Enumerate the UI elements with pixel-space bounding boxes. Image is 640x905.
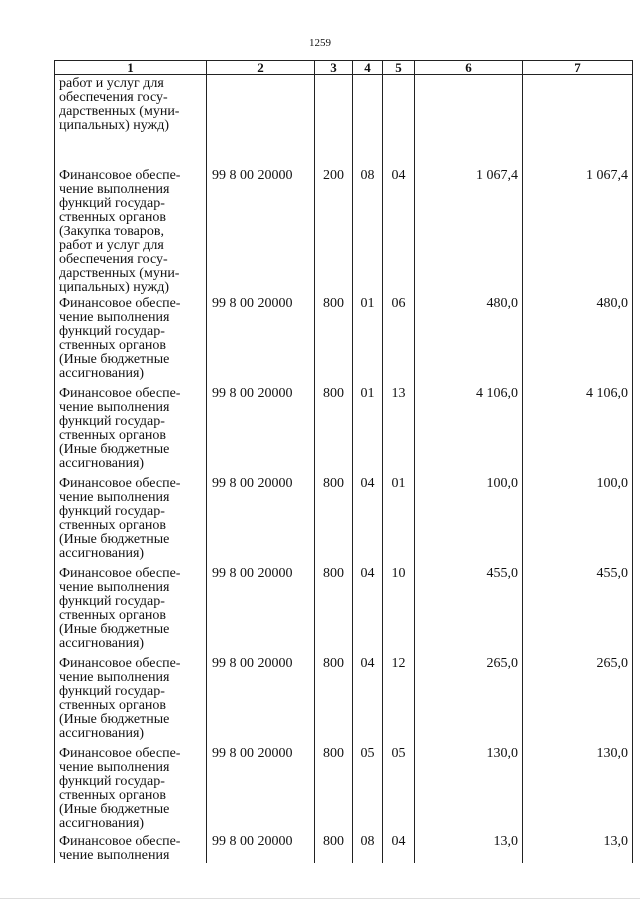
row-pr-cell: 10 bbox=[383, 565, 415, 655]
row-sum1-cell: 480,0 bbox=[415, 295, 523, 385]
row-sum1-cell: 265,0 bbox=[415, 655, 523, 745]
row-vr-cell: 800 bbox=[315, 295, 353, 385]
row-sum1-cell: 100,0 bbox=[415, 475, 523, 565]
row-sum2-cell: 130,0 bbox=[523, 745, 633, 835]
row-vr-cell: 800 bbox=[315, 835, 353, 863]
row-pr-cell: 06 bbox=[383, 295, 415, 385]
row-sum1-cell: 1 067,4 bbox=[415, 167, 523, 295]
row-vr-cell: 800 bbox=[315, 385, 353, 475]
row-vr-cell: 200 bbox=[315, 167, 353, 295]
row-name-cell: Финансовое обеспе- чение выполнения функций государ- ственных органов (Иные бюджетные ассигнования) bbox=[55, 385, 207, 475]
table-row bbox=[55, 385, 633, 475]
row-rz-cell: 01 bbox=[353, 385, 383, 475]
table-row bbox=[55, 655, 633, 745]
row-name-cell: Финансовое обеспе- чение выполнения функций государ- ственных органов (Иные бюджетные ассигнования) bbox=[55, 565, 207, 655]
row-rz-cell: 04 bbox=[353, 475, 383, 565]
table-header-row bbox=[55, 61, 633, 75]
table-row bbox=[55, 745, 633, 835]
row-name-cell: Финансовое обеспе- чение выполнения функций государ- ственных органов (Иные бюджетные ассигнования) bbox=[55, 295, 207, 385]
row-rz-cell: 05 bbox=[353, 745, 383, 835]
row-sum1-cell: 4 106,0 bbox=[415, 385, 523, 475]
row-rz-cell: 08 bbox=[353, 167, 383, 295]
row-code-cell: 99 8 00 20000 bbox=[207, 385, 315, 475]
row-rz-cell: 04 bbox=[353, 655, 383, 745]
table-row-continuation bbox=[55, 75, 633, 168]
table-row bbox=[55, 565, 633, 655]
row-sum2-cell: 265,0 bbox=[523, 655, 633, 745]
row-sum2-cell: 4 106,0 bbox=[523, 385, 633, 475]
row-name-cell: Финансовое обеспе- чение выполнения функций государ- ственных органов (Иные бюджетные ассигнования) bbox=[55, 475, 207, 565]
column-header-3: 3 bbox=[315, 61, 353, 75]
row-code-cell: 99 8 00 20000 bbox=[207, 475, 315, 565]
table-row bbox=[55, 475, 633, 565]
row-code-cell: 99 8 00 20000 bbox=[207, 167, 315, 295]
column-header-2: 2 bbox=[207, 61, 315, 75]
row-pr-cell: 13 bbox=[383, 385, 415, 475]
row-pr-cell: 04 bbox=[383, 835, 415, 863]
table-row bbox=[55, 835, 633, 863]
table-row bbox=[55, 295, 633, 385]
row-sum2-cell: 480,0 bbox=[523, 295, 633, 385]
row-sum2-cell: 100,0 bbox=[523, 475, 633, 565]
row-code-cell: 99 8 00 20000 bbox=[207, 295, 315, 385]
column-header-1: 1 bbox=[55, 61, 207, 75]
row-pr-cell: 12 bbox=[383, 655, 415, 745]
row-code-cell: 99 8 00 20000 bbox=[207, 745, 315, 835]
row-sum2-cell: 13,0 bbox=[523, 835, 633, 863]
row-vr-cell: 800 bbox=[315, 655, 353, 745]
table-row bbox=[55, 167, 633, 295]
row-rz-cell: 08 bbox=[353, 835, 383, 863]
row-sum2-cell: 1 067,4 bbox=[523, 167, 633, 295]
row-sum1-cell: 13,0 bbox=[415, 835, 523, 863]
column-header-5: 5 bbox=[383, 61, 415, 75]
budget-table bbox=[54, 60, 633, 863]
row-vr-cell: 800 bbox=[315, 565, 353, 655]
row-sum2-cell: 455,0 bbox=[523, 565, 633, 655]
row-rz-cell: 01 bbox=[353, 295, 383, 385]
row-name-cell: Финансовое обеспе- чение выполнения bbox=[55, 835, 207, 863]
row-vr-cell: 800 bbox=[315, 475, 353, 565]
row-sum1-cell: 130,0 bbox=[415, 745, 523, 835]
row-vr-cell: 800 bbox=[315, 745, 353, 835]
row-sum1-cell: 455,0 bbox=[415, 565, 523, 655]
page-edge-line bbox=[0, 898, 640, 899]
row-code-cell: 99 8 00 20000 bbox=[207, 655, 315, 745]
row-name-cell: Финансовое обеспе- чение выполнения функций государ- ственных органов (Закупка товаров, работ и услуг для обеспечения госу- дарственных (муни- ципальных) нужд) bbox=[55, 167, 207, 295]
column-header-4: 4 bbox=[353, 61, 383, 75]
row-pr-cell: 04 bbox=[383, 167, 415, 295]
row-code-cell: 99 8 00 20000 bbox=[207, 565, 315, 655]
row-pr-cell: 01 bbox=[383, 475, 415, 565]
row-code-cell: 99 8 00 20000 bbox=[207, 835, 315, 863]
column-header-7: 7 bbox=[523, 61, 633, 75]
row-name-cell: Финансовое обеспе- чение выполнения функций государ- ственных органов (Иные бюджетные ассигнования) bbox=[55, 655, 207, 745]
column-header-6: 6 bbox=[415, 61, 523, 75]
row-pr-cell: 05 bbox=[383, 745, 415, 835]
page-number: 1259 bbox=[309, 37, 331, 49]
continuation-text: работ и услуг для обеспечения госу- дарственных (муни- ципальных) нужд) bbox=[55, 75, 207, 168]
row-name-cell: Финансовое обеспе- чение выполнения функций государ- ственных органов (Иные бюджетные ассигнования) bbox=[55, 745, 207, 835]
row-rz-cell: 04 bbox=[353, 565, 383, 655]
